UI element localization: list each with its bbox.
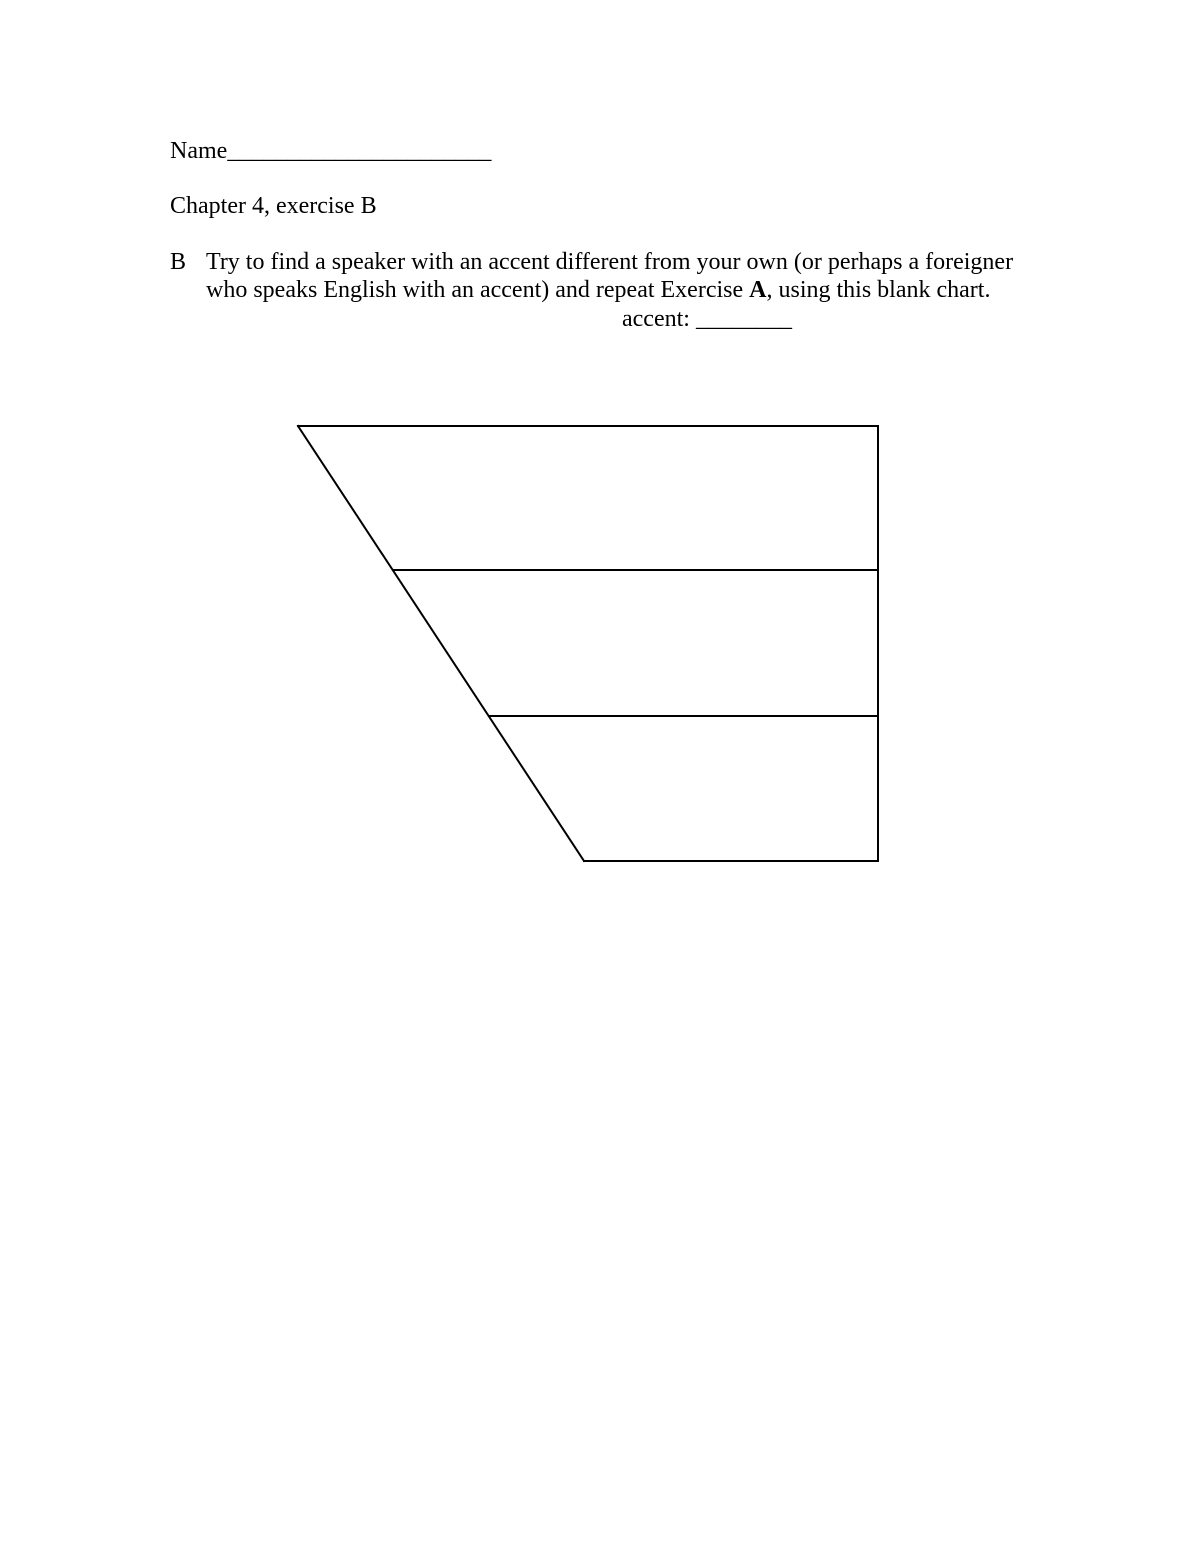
exercise-letter: B	[170, 249, 187, 275]
accent-label: accent:	[622, 306, 690, 332]
chart-slanted-edge	[298, 426, 584, 861]
chapter-title: Chapter 4, exercise B	[170, 193, 377, 219]
exercise-line-2-end: , using this blank chart.	[766, 277, 991, 303]
exercise-line-1: Try to find a speaker with an accent different from your own (or perhaps a foreigner	[206, 249, 1014, 275]
accent-blank: ________	[695, 306, 792, 332]
exercise-line-2-start: who speaks English with an accent) and repeat Exercise	[206, 277, 750, 303]
name-label: Name	[170, 138, 228, 164]
name-blank: ______________________	[227, 138, 492, 164]
exercise-reference: A	[749, 277, 767, 303]
